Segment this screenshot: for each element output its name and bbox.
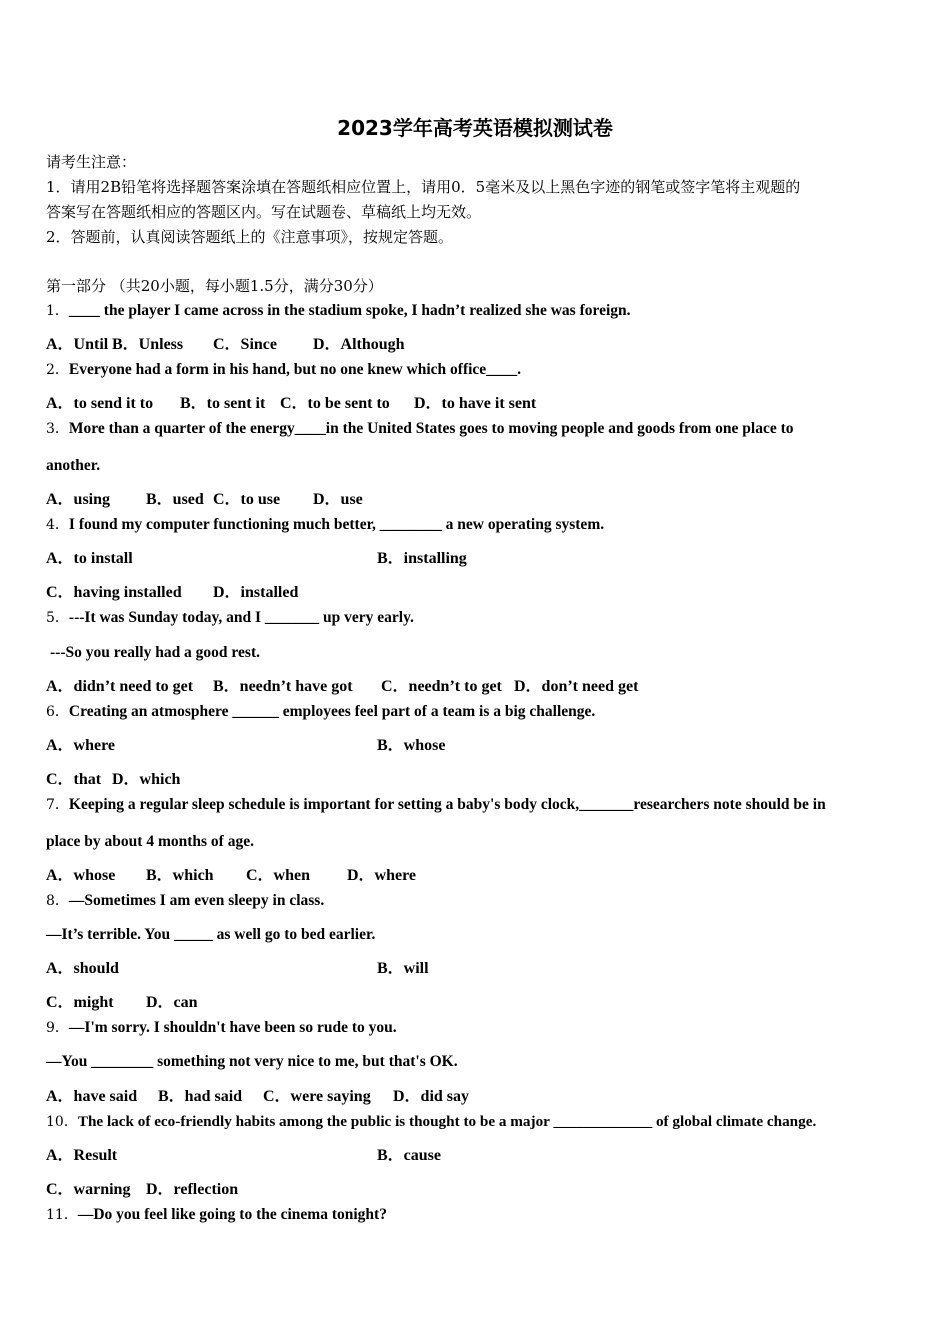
exam-title: 2023学年高考英语模拟测试卷: [337, 116, 613, 140]
question-text: —Do you feel like going to the cinema tonight?: [77, 1206, 387, 1223]
option-d[interactable]: D．use: [313, 491, 363, 508]
option-c[interactable]: C．Since: [213, 336, 278, 353]
option-c[interactable]: C．needn’t to get: [381, 678, 502, 695]
question-2: [46, 360, 521, 380]
question-7: [46, 795, 826, 815]
question-number: 10．: [46, 1114, 78, 1130]
option-c[interactable]: C．might: [46, 994, 114, 1011]
option-c[interactable]: C．when: [246, 867, 311, 884]
option-d[interactable]: D．to have it sent: [414, 395, 537, 412]
question-4: [46, 515, 604, 535]
option-a[interactable]: A．have said: [46, 1088, 138, 1105]
option-d[interactable]: D．can: [146, 994, 198, 1011]
option-b[interactable]: B．cause: [377, 1147, 442, 1164]
question-1: [46, 301, 631, 321]
option-a[interactable]: A．to send it to: [46, 395, 154, 412]
option-d[interactable]: D．don’t need get: [514, 678, 639, 695]
option-c[interactable]: C．to be sent to: [280, 395, 390, 412]
question-3-continued: another.: [46, 457, 101, 474]
question-number: 3．: [46, 421, 69, 437]
option-a[interactable]: A．Until: [46, 336, 109, 353]
question-text: The lack of eco-friendly habits among the public is thought to be a major _____________ of global climate change.: [77, 1113, 817, 1130]
option-b[interactable]: B．will: [377, 960, 429, 977]
question-number: 4．: [46, 517, 69, 533]
question-number: 9．: [46, 1020, 69, 1036]
option-d[interactable]: D．did say: [393, 1088, 470, 1105]
option-b[interactable]: B．needn’t have got: [213, 678, 353, 695]
question-number: 2．: [46, 362, 69, 378]
question-number: 11．: [46, 1207, 78, 1223]
question-text: More than a quarter of the energy____in the United States goes to moving people and goods from one place to: [68, 420, 794, 437]
option-b[interactable]: B．which: [146, 867, 214, 884]
question-10: [46, 1112, 816, 1132]
option-b[interactable]: B．Unless: [112, 336, 184, 353]
question-text: I found my computer functioning much better, ________ a new operating system.: [68, 516, 605, 533]
notice-heading: 请考生注意：: [46, 153, 137, 171]
question-text: Everyone had a form in his hand, but no one knew which office____.: [68, 361, 522, 378]
option-a[interactable]: A．using: [46, 491, 111, 508]
question-9: [46, 1018, 397, 1038]
question-8: [46, 891, 324, 911]
notice-line-1b: 答案写在答题纸相应的答题区内。写在试题卷、草稿纸上均无效。: [46, 203, 482, 221]
notice-line-2: 2．答题前，认真阅读答题纸上的《注意事项》，按规定答题。: [46, 228, 454, 246]
question-text: —Sometimes I am even sleepy in class.: [68, 892, 325, 909]
option-d[interactable]: D．where: [347, 867, 417, 884]
question-7-continued: place by about 4 months of age.: [46, 833, 254, 850]
question-3: [46, 419, 794, 439]
question-number: 6．: [46, 704, 69, 720]
option-a[interactable]: A．to install: [46, 550, 133, 567]
option-c[interactable]: C．warning: [46, 1181, 131, 1198]
question-text: Keeping a regular sleep schedule is important for setting a baby's body clock,_______researchers note should be in: [68, 796, 826, 813]
question-8-reply: —It’s terrible. You _____ as well go to bed earlier.: [46, 926, 376, 943]
question-number: 8．: [46, 893, 69, 909]
option-c[interactable]: C．having installed: [46, 584, 182, 601]
option-b[interactable]: B．installing: [377, 550, 467, 567]
question-number: 1．: [46, 303, 69, 319]
question-5: [46, 608, 414, 628]
question-9-reply: —You ________ something not very nice to me, but that's OK.: [46, 1053, 458, 1070]
question-number: 7．: [46, 797, 69, 813]
question-text: Creating an atmosphere ______ employees feel part of a team is a big challenge.: [68, 703, 596, 720]
question-text: ____ the player I came across in the stadium spoke, I hadn’t realized she was foreign.: [68, 302, 631, 319]
option-d[interactable]: D．installed: [213, 584, 299, 601]
option-a[interactable]: A．should: [46, 960, 119, 977]
option-a[interactable]: A．whose: [46, 867, 116, 884]
question-number: 5．: [46, 610, 69, 626]
section-heading: 第一部分 （共20小题，每小题1.5分，满分30分）: [46, 277, 383, 295]
option-b[interactable]: B．to sent it: [180, 395, 266, 412]
option-a[interactable]: A．where: [46, 737, 116, 754]
option-a[interactable]: A．didn’t need to get: [46, 678, 194, 695]
option-d[interactable]: D．which: [112, 771, 181, 788]
option-b[interactable]: B．used: [146, 491, 204, 508]
question-text: ---It was Sunday today, and I _______ up very early.: [68, 609, 414, 626]
option-b[interactable]: B．whose: [377, 737, 446, 754]
notice-line-1a: 1．请用2B铅笔将选择题答案涂填在答题纸相应位置上，请用0．5毫米及以上黑色字迹的钢笔或签字笔将主观题的: [46, 178, 801, 196]
question-5-reply: ---So you really had a good rest.: [50, 644, 260, 661]
option-d[interactable]: D．reflection: [146, 1181, 239, 1198]
option-c[interactable]: C．that: [46, 771, 102, 788]
option-a[interactable]: A．Result: [46, 1147, 118, 1164]
option-c[interactable]: C．were saying: [263, 1088, 371, 1105]
question-text: —I'm sorry. I shouldn't have been so rude to you.: [68, 1019, 397, 1036]
question-11: [46, 1205, 387, 1225]
question-6: [46, 702, 595, 722]
option-c[interactable]: C．to use: [213, 491, 281, 508]
option-d[interactable]: D．Although: [313, 336, 405, 353]
option-b[interactable]: B．had said: [158, 1088, 243, 1105]
